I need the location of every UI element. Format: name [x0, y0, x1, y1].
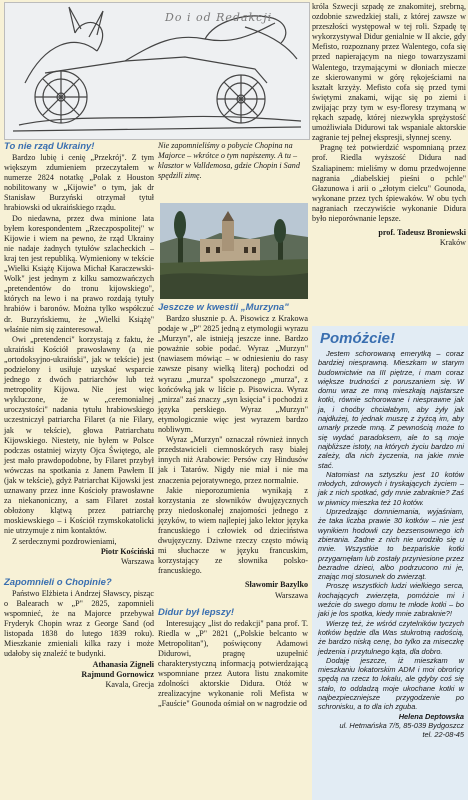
appeal-box: [312, 326, 468, 800]
author-name: prof. Tadeusz Broniewski: [378, 228, 466, 238]
article-signature: [4, 660, 154, 670]
author-place: Kraków: [439, 238, 466, 248]
column-2-text: [158, 302, 308, 709]
column-3: [312, 2, 466, 248]
column-1: [4, 141, 154, 690]
appeal-paragraph: Natomiast na sztyszku jest 10 kotów młodych, zdrowych i tryskających życiem – jak z nich spotkać, gdy mnie zabraknie? Zaś w piwnicy mieszka też 10 kotów.: [318, 469, 464, 507]
appeal-paragraph: Uprzedzając domniemania, wyjaśniam, że taka liczba prawie 30 kotków – nie jest wynikiem hodowli czy bezsensownego ich zbierania. Żadne z nich nie urodziło się u mnie. Wszystkie to bezpańskie kotki przygarnęłam lub zostały przyniesione przez bezradne dzieci, albo podrzucono mi je, znając moj stosunek do zwierząt.: [318, 507, 464, 582]
appeal-paragraph: Proszę wszystkich ludzi wielkiego serca, kochających zwierzęta, pomóżcie mi i weźcie do swego domu te młode kotki – bo jaki je los spotka, kiedy mnie zabraknie?!: [318, 581, 464, 619]
author-name: Athanasia Zigneli: [92, 659, 154, 669]
header-illustration: [4, 2, 310, 140]
article-paragraph: Pragnę też potwierdzić wspomnianą przez prof. Riedla wyższość Didura nad Szaliapinem: mieliśmy w domu przedwojenne nagrania „diabelskiej pieśni o pchle" Głazunowa i arii o „złotym cielcu" Gounoda, wykonane przez tych śpiewaków. W obu tych nagraniach rzeczywiście wykonanie Didura było nieporównanie lepsze.: [312, 143, 466, 223]
article-paragraph: Jakie nieporozumienia wynikają z korzystania ze słowników dwujęzycznych przy niedoskonałej znajomości jednego z języków, to wiem najlepiej jako lektor języka francuskiego i człowiek od dzieciństwa dwujęzyczny. Dziwne rzeczy często mówią mi słuchacze w języku francuskim, korzystający ze słownika polsko-francuskiego.: [158, 485, 308, 576]
article-paragraph: króla Szwecji szpadę ze znakomitej, srebrną, ozdobnie szwedzkiej stali, z której zawsze w przeszłości występował w tej roli. Szpadę tę wykorzystywał Didur genialnie w II akcie, gdy Mefisto, rozpoznany przez Walentego, cofa się przed napierającym na niego towarzyszami Walentego, trzymającymi w dłoniach miecze ze skierowanymi w górę rękojeściami na kształt krzyży. Mefisto cofa się przed tymi świętymi znakami, wijąc się po ziemi i zwijając przy tym w esy-floresy trzymaną w rękach szpadę, której niezwykła sprężystość umożliwiała Didurowi tak wspaniale aktorskie zagranie tej pełnej ekspresji, słynnej sceny.: [312, 2, 466, 143]
appeal-signature: [312, 712, 468, 721]
article-signature: [158, 580, 308, 590]
article-heading: To nie rząd Ukrainy!: [4, 141, 95, 152]
author-name: Helena Deptowska: [398, 711, 464, 721]
article-heading: Zapomnieli o Chopinie?: [4, 576, 112, 588]
article-paragraph: Bardzo lubię i cenię „Przekrój". Z tym większym zdumieniem przeczytałem w numerze 2824 notatkę „Polak z Houston nobilitowany w „Kijowie" o tym, jak dr Stanisław Burzyński otrzymał tytuł hrabiowski od ukraińskiego rządu.: [4, 153, 154, 213]
author-name: Rajmund Gornowicz: [81, 669, 154, 679]
author-name: Sławomir Bazylko: [244, 580, 308, 590]
article-signature: [4, 670, 154, 680]
monastery-photo: [160, 203, 308, 299]
appeal-paragraph: Dodaję jeszcze, iż mieszkam w mieszkaniu lokatorskim ADM i moi obrońcy spędą na rzecz to lokalu, ale gdyby coś się stało, to oddadzą moje ukochane kotki w najbezpieczniejsze przygodzenie po schronisku, a to dla ich zguba.: [318, 655, 464, 712]
author-place: Kavala, Grecja: [105, 679, 154, 689]
article-signature: [312, 228, 466, 238]
author-place: Warszawa: [120, 556, 154, 566]
article-paragraph: Państwo Elżbieta i Andrzej Sławscy, pisząc o Balearach w „P" 2825, zapomnieli wspomnieć, że na Majorce przebywał Fryderyk Chopin wraz z George Sand (od listopada 1838 do lutego 1839 roku). Mieszkanie zmieniali kilka razy i może udałoby się znaleźć te budynki.: [4, 588, 154, 659]
article-signature: [4, 547, 154, 557]
article-heading: Didur był lepszy!: [158, 606, 235, 618]
article-paragraph: Bardzo słusznie p. A. Pisowicz z Krakowa podaje w „P" 2825 jedną z etymologii wyrazu „Murzyn", ale istnieją jeszcze inne. Bardzo poważnie sobie podać. Wyraz „Murzyn" (nawiasem mówiąc – w odniesieniu do rasy zawsze pisany wielką literą) pochodzi od wyrazu „murza" spolszczonego „murza", z końcówką jak w liście p. Pisowicza. Wyraz „mirza" zaś znaczy „syn księcia" i pochodzi z języka perskiego. Wyraz „Murzyn" etymologicznie więc jest wyrazem bardzo nobliwym.: [158, 314, 308, 435]
article-heading: Jeszcze w kwestii „Murzyna": [158, 302, 289, 313]
article-paragraph: Wyraz „Murzyn" oznaczał również innych przedstawicieli ciemnoskórych rasy białej innych niż Arabowie: Persów czy Hindusów jak i Tatarów. Nigdy nie miał i nie ma znaczenia pejoratywnego, przez normalnie.: [158, 435, 308, 485]
photo-caption: Nie zapomnieliśmy o pobycie Chopina na Majorce – wkrótce o tym napiszemy. A tu – klasztor w Valldemosa, gdzie Chopin i Sand spędzili zimę.: [158, 141, 300, 180]
monastery-photo-icon: [160, 203, 308, 299]
appeal-paragraph: Wierzę też, że wśród czytelników tyczych kotków będzie dla Was stukrotną radością, że bardzo niską cenę, bo tylko za miseczkę jedzenia i przytulnego kąta, dla dobro.: [318, 618, 464, 656]
appeal-heading: Pomóżcie!: [320, 330, 396, 347]
article-paragraph: Z serdecznymi pozdrowieniami,: [12, 536, 117, 546]
appeal-address: ul. Hetmańska 7/5, 85-039 Bydgoszcz: [339, 720, 464, 730]
header-title: Do i od Redakcji: [165, 11, 273, 24]
article-paragraph: Do niedawna, przez dwa minione lata byłem korespondentem „Rzeczpospolitej" w Kijowie i wiem na pewno, że rząd Ukrainy nie nadaje żadnych tytułów szlacheckich – kraj ten jest republiką. Wymieniony w tekście „Wielki Książę Kijowa Michał Karaczewski-Wolk" jest jednym z kilku samozwańczych „pretendentów do tronu kijowskiego", których na lewo i na prawo rozdają tytuły hrabiów i baronów. Można tylko współczuć dr. Burzyńskiemu, że „Wielki Książę" właśnie nim się zainteresował.: [4, 213, 154, 334]
article-paragraph: Owi „pretendenci" korzystają z faktu, że ukraiński Kościół prawosławny (a nie „ortodoksyjno-ukraiński", jak w tekście) jest podzielony i usiłuje uzyskać wsparcie jednego z dwóch patriarchów lub też metropolity Kijowa. Nie jest więc wykluczone, że w „ceremonialnej uroczystości" nadania tytułu hrabiowskiego uczestniczył patriarcha Filaret (a nie Filary, jak w tekście), głowa Patriarchatu Kijowskiego. Niestety, nie byłem w Polsce podczas ostatniej wizyty Ojca Świętego, ale jest mało prawdopodobne, by Filaret przybył wówczas na spotkania z Janem Pawłem II (jak w tekście), gdyż Patriarchat Kijowski jest uznawany przez inne Kościoły prawosławne za niekanoniczny, a sam Filaret został obłożony klątwą przez patriarchę moskiewskiego – i Kościół rzymskokatolicki nie utrzymuje z nim kontaktów.: [4, 334, 154, 536]
appeal-phone: tel. 22-08-45: [422, 730, 464, 740]
author-place: Warszawa: [274, 590, 308, 600]
article-paragraph: Interesujący „list do redakcji" pana prof. T. Riedla w „P" 2821 („Polskie belcanto w Metropolitan"), poświęcony Adamowi Didurowi, pragnę uzupełnić charakterystyczną informacją potwierdzającą wspomniane przez Autora listu znakomite zdolności aktorskie Didura. Otóż w zrealizacyjne wykonanie roli Mefista w „Fauście" Gounoda ośmiał on w nagrodzie od: [158, 618, 308, 709]
author-name: Piotr Kościński: [100, 546, 154, 556]
appeal-paragraph: Jestem schorowaną emerytką – coraz bardziej niesprawną. Mieszkam w starym budownictwie na III piętrze, i mam coraz większe trudności z poruszaniem się. W domu wraz ze mną mieszkają najstarsze kotki, równie schorowane i niesprawne jak ja, i choćby chciałabym, aby żyły jak najdłużej, to jednak muszę z żyżcą im, aby umarły przede mną. Z pewnością może to się wydać paradoksem, ale to są moje najbliższe istoty, na których życiu bardzo mi zależy, dla nich życzenia, na jakie mnie stać.: [318, 349, 464, 470]
column-2: [158, 141, 308, 181]
